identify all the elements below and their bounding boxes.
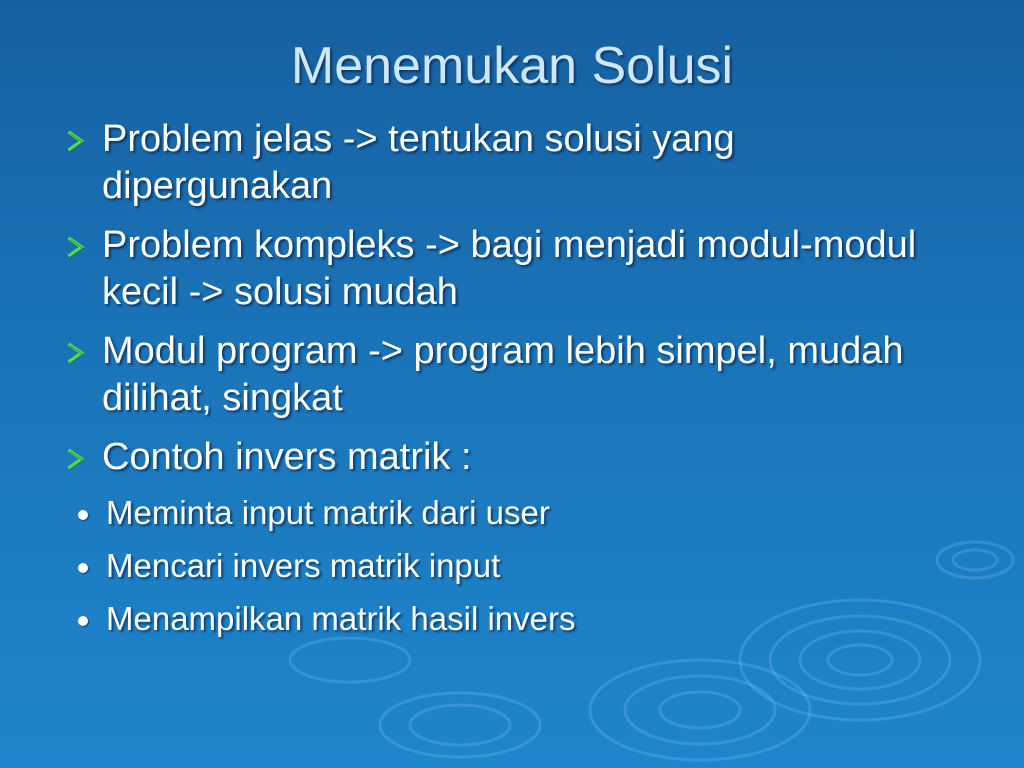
sub-bullet-item (22, 599, 972, 639)
arrow-bullet-icon (62, 128, 88, 154)
sub-bullet-text: Meminta input matrik dari user (106, 494, 550, 531)
bullet-text: Problem jelas -> tentukan solusi yang dipergunakan (102, 118, 735, 207)
arrow-bullet-icon (62, 234, 88, 260)
sub-bullet-text: Mencari invers matrik input (106, 547, 501, 584)
bullet-item (62, 222, 972, 316)
bullet-text: Modul program -> program lebih simpel, mudah dilihat, singkat (102, 330, 904, 419)
slide-title: Menemukan Solusi (290, 37, 734, 95)
arrow-bullet-icon (62, 340, 88, 366)
dot-bullet-icon (78, 616, 88, 626)
arrow-bullet-icon (62, 446, 88, 472)
bullet-text: Problem kompleks -> bagi menjadi modul-modul kecil -> solusi mudah (102, 224, 917, 313)
bullet-item (62, 328, 972, 422)
bullet-item (62, 434, 972, 481)
bullet-list (62, 116, 972, 652)
sub-bullet-group (22, 493, 972, 639)
dot-bullet-icon (78, 563, 88, 573)
bullet-item (62, 116, 972, 210)
sub-bullet-item (22, 493, 972, 533)
sub-bullet-item (22, 546, 972, 586)
sub-bullet-list (22, 493, 972, 639)
bullet-text: Contoh invers matrik : (102, 436, 472, 478)
dot-bullet-icon (78, 510, 88, 520)
sub-bullet-text: Menampilkan matrik hasil invers (106, 600, 576, 637)
